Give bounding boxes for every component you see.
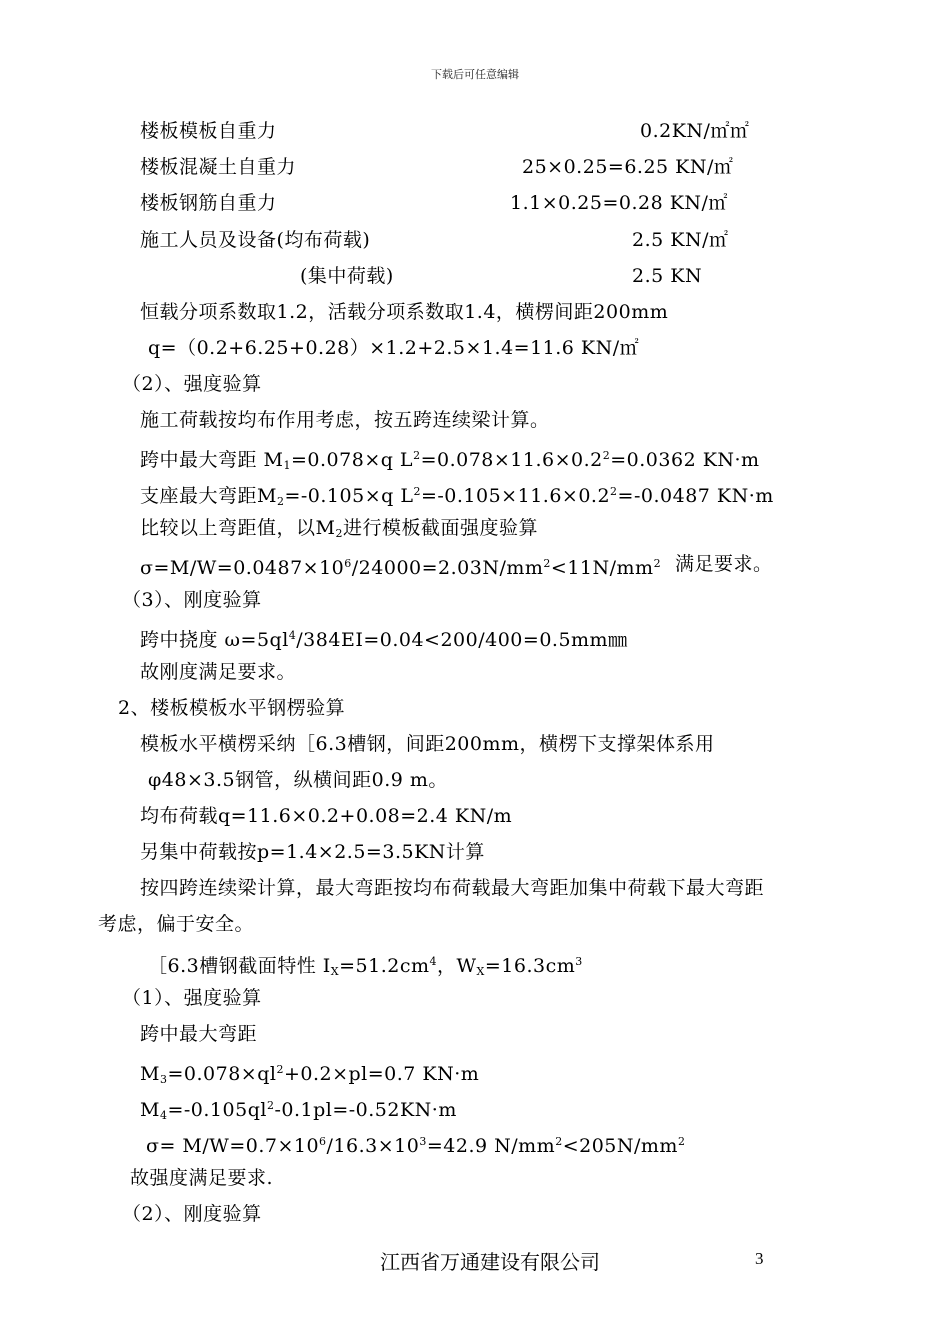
load-value-rebar: 1.1×0.25=0.28 KN/㎡ xyxy=(510,192,728,214)
point-load: 另集中荷载按p=1.4×2.5=3.5KN计算 xyxy=(140,841,485,863)
load-value-point: 2.5 KN xyxy=(632,265,703,287)
strength-ok: 故强度满足要求. xyxy=(130,1167,274,1189)
stiff-title: （3）、刚度验算 xyxy=(122,589,262,611)
load-label-point: (集中荷载) xyxy=(300,265,394,287)
compare-line: 比较以上弯距值，以$M_2$进行模板截面强度验算 xyxy=(140,517,538,540)
sigma2-formula: $\sigma= M/W=0.7\times 10^6/16.3\times 10^3=42.9$ $N/mm^2<205N/mm^2$ xyxy=(146,1135,686,1157)
factors-line: 恒载分项系数取1.2，活载分项系数取1.4，横楞间距200mm xyxy=(140,301,669,323)
load-label-formwork: 楼板模板自重力 xyxy=(140,120,277,142)
header-note: 下载后可任意编辑 xyxy=(431,68,519,81)
method-line2: 考虑，偏于安全。 xyxy=(98,913,255,935)
m3-formula: $M_3=0.078\times ql^2+0.2\times pl=0.7$ KN·m xyxy=(140,1063,480,1086)
m4-formula: $M_4=-0.105ql^2-0.1pl=-0.52KN\cdot m$ xyxy=(140,1099,457,1122)
load-label-concrete: 楼板混凝土自重力 xyxy=(140,156,297,178)
strength-title: （2）、强度验算 xyxy=(122,373,262,395)
strength-intro: 施工荷载按均布作用考虑，按五跨连续梁计算。 xyxy=(140,409,550,431)
m1-formula: 跨中最大弯距 $M_1=0.078\times q$ $L^2=0.078\times 11.6\times 0.2^2=0.0362$ KN·m xyxy=(140,449,760,472)
load-value-workers: 2.5 KN/㎡ xyxy=(632,229,729,251)
method-line1: 按四跨连续梁计算，最大弯距按均布荷载最大弯距加集中荷载下最大弯距 xyxy=(140,877,765,899)
footer-company: 江西省万通建设有限公司 xyxy=(380,1250,600,1274)
deflection-formula: 跨中挠度 $\omega=5ql^4/384EI=0.04<200/400=0.5mm㎜$ xyxy=(140,629,628,651)
uniform-load: 均布荷载q=11.6×0.2+0.08=2.4 KN/m xyxy=(140,805,513,827)
load-value-formwork: 0.2KN/㎡㎡ xyxy=(640,120,750,142)
section2-title: 2、楼板模板水平钢楞验算 xyxy=(118,697,346,719)
stiff-title-2: （2）、刚度验算 xyxy=(122,1203,262,1225)
section2-para1: 模板水平横楞采纳［6.3槽钢，间距200mm，横楞下支撑架体系用 xyxy=(140,733,715,755)
stiff-ok: 故刚度满足要求。 xyxy=(140,661,297,683)
section-properties: ［6.3槽钢截面特性 $I_X=51.2cm^4$，$W_X=16.3cm^3$ xyxy=(148,955,583,978)
mid-moment-label: 跨中最大弯距 xyxy=(140,1023,258,1045)
m2-formula: 支座最大弯距$M_2=-0.105\times q$ $L^2=-0.105\times 11.6\times 0.2^2=-0.0487$ KN·m xyxy=(140,485,774,508)
strength-title-2: （1）、强度验算 xyxy=(122,987,262,1009)
page-number: 3 xyxy=(755,1249,764,1268)
load-label-workers: 施工人员及设备(均布荷载) xyxy=(140,229,371,251)
section2-para2: φ48×3.5钢管，纵横间距0.9 m。 xyxy=(148,769,448,791)
load-label-rebar: 楼板钢筋自重力 xyxy=(140,192,277,214)
load-value-concrete: 25×0.25=6.25 KN/㎡ xyxy=(522,156,734,178)
sigma1-formula: $\sigma=M/W=0.0487\times 10^6/24000=2.03N/mm^2<11N/mm^2$ xyxy=(140,557,662,579)
q-formula: q=（0.2+6.25+0.28）×1.2+2.5×1.4=11.6 KN/㎡ xyxy=(148,337,640,359)
sigma1-ok: 满足要求。 xyxy=(675,553,773,575)
